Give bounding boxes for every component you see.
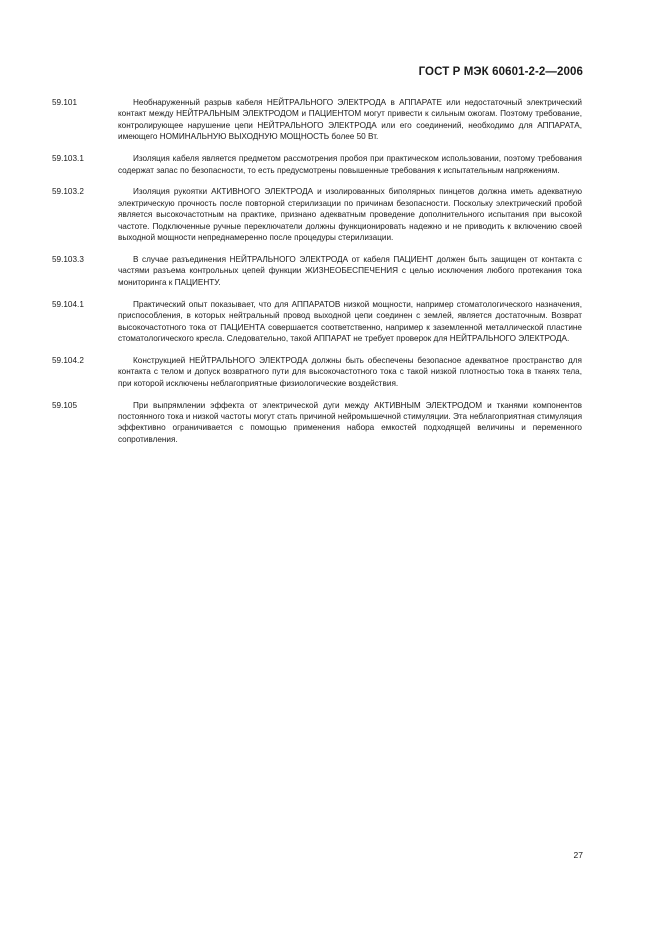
clause-number: 59.104.2 bbox=[52, 355, 84, 365]
clause-number: 59.103.3 bbox=[52, 254, 84, 264]
document-header: ГОСТ Р МЭК 60601-2-2—2006 bbox=[418, 66, 583, 78]
clause-text: При выпрямлении эффекта от электрической дуги между АКТИВНЫМ ЭЛЕКТРОДОМ и тканями компонентов постоянного тока и низкой частоты могут стать причиной нейромышечной стимуляции. Эта неблагоприятная стимуляция эффективно ограничивается с помощью применения набора емкостей подходящей величины и переменного сопротивления. bbox=[118, 400, 582, 444]
clause-59-105 bbox=[52, 400, 582, 446]
clause-text: Изоляция кабеля является предметом рассмотрения пробоя при практическом использовании, поэтому требования содержат запас по безопасности, то есть предусмотрены повышенные требования к испытательным напряжениям. bbox=[118, 154, 582, 175]
clause-number: 59.103.2 bbox=[52, 187, 84, 197]
page-number: 27 bbox=[573, 850, 583, 860]
clause-59-104-2 bbox=[52, 355, 582, 389]
clause-59-101 bbox=[52, 97, 582, 143]
clause-59-103-3 bbox=[52, 254, 582, 288]
clause-text: Практический опыт показывает, что для АППАРАТОВ низкой мощности, например стоматологического назначения, приспособления, в которых нейтральный провод выходной цепи соединен с землей, является достаточным. Возврат высокочастотного тока от ПАЦИЕНТА совершается соответственно, например к заземленной металлической пластине стоматологического кресла. Следовательно, такой АППАРАТ не требует проверок для НЕЙТРАЛЬНОГО ЭЛЕКТРОДА. bbox=[118, 299, 582, 343]
clause-list bbox=[52, 97, 582, 456]
clause-number: 59.105 bbox=[52, 400, 78, 410]
clause-text: Необнаруженный разрыв кабеля НЕЙТРАЛЬНОГО ЭЛЕКТРОДА в АППАРАТЕ или недостаточный электрический контакт между НЕЙТРАЛЬНЫМ ЭЛЕКТРОДОМ и ПАЦИЕНТОМ могут привести к сильным ожогам. Поэтому требование, контролирующее нарушение цепи НЕЙТРАЛЬНОГО ЭЛЕКТРОДА или его соединений, необходимо для АППАРАТА, имеющего НОМИНАЛЬНУЮ ВЫХОДНУЮ МОЩНОСТЬ более 50 Вт. bbox=[118, 98, 582, 142]
clause-number: 59.101 bbox=[52, 98, 78, 107]
clause-number: 59.104.1 bbox=[52, 299, 84, 309]
clause-text: В случае разъединения НЕЙТРАЛЬНОГО ЭЛЕКТРОДА от кабеля ПАЦИЕНТ должен быть защищен от контакта с частями разъема контрольных цепей функции ЖИЗНЕОБЕСПЕЧЕНИЯ с целью исключения любого протекания тока мониторинга к ПАЦИЕНТУ. bbox=[118, 254, 582, 287]
clause-59-103-1 bbox=[52, 153, 582, 176]
clause-text: Конструкцией НЕЙТРАЛЬНОГО ЭЛЕКТРОДА должны быть обеспечены безопасное адекватное пространство для контакта с телом и допуск возвратного пути для высокочастотного тока с такой низкой плотностью тока в тканях тела, при которой исключены неблагоприятные физиологические воздействия. bbox=[118, 355, 582, 388]
clause-59-103-2 bbox=[52, 186, 582, 243]
clause-text: Изоляция рукоятки АКТИВНОГО ЭЛЕКТРОДА и изолированных биполярных пинцетов должна иметь адекватную электрическую прочность после повторной стерилизации по причинам безопасности. Поскольку электрический пробой является высокочастотным на практике, признано адекватным проведение дополнительного испытания при высокой частоте. Подключенные ручные переключатели должны функционировать надежно и не приводить к включению своей выходной мощности непреднамеренно после процедуры стерилизации. bbox=[118, 187, 582, 243]
clause-number: 59.103.1 bbox=[52, 154, 84, 164]
clause-59-104-1 bbox=[52, 299, 582, 345]
